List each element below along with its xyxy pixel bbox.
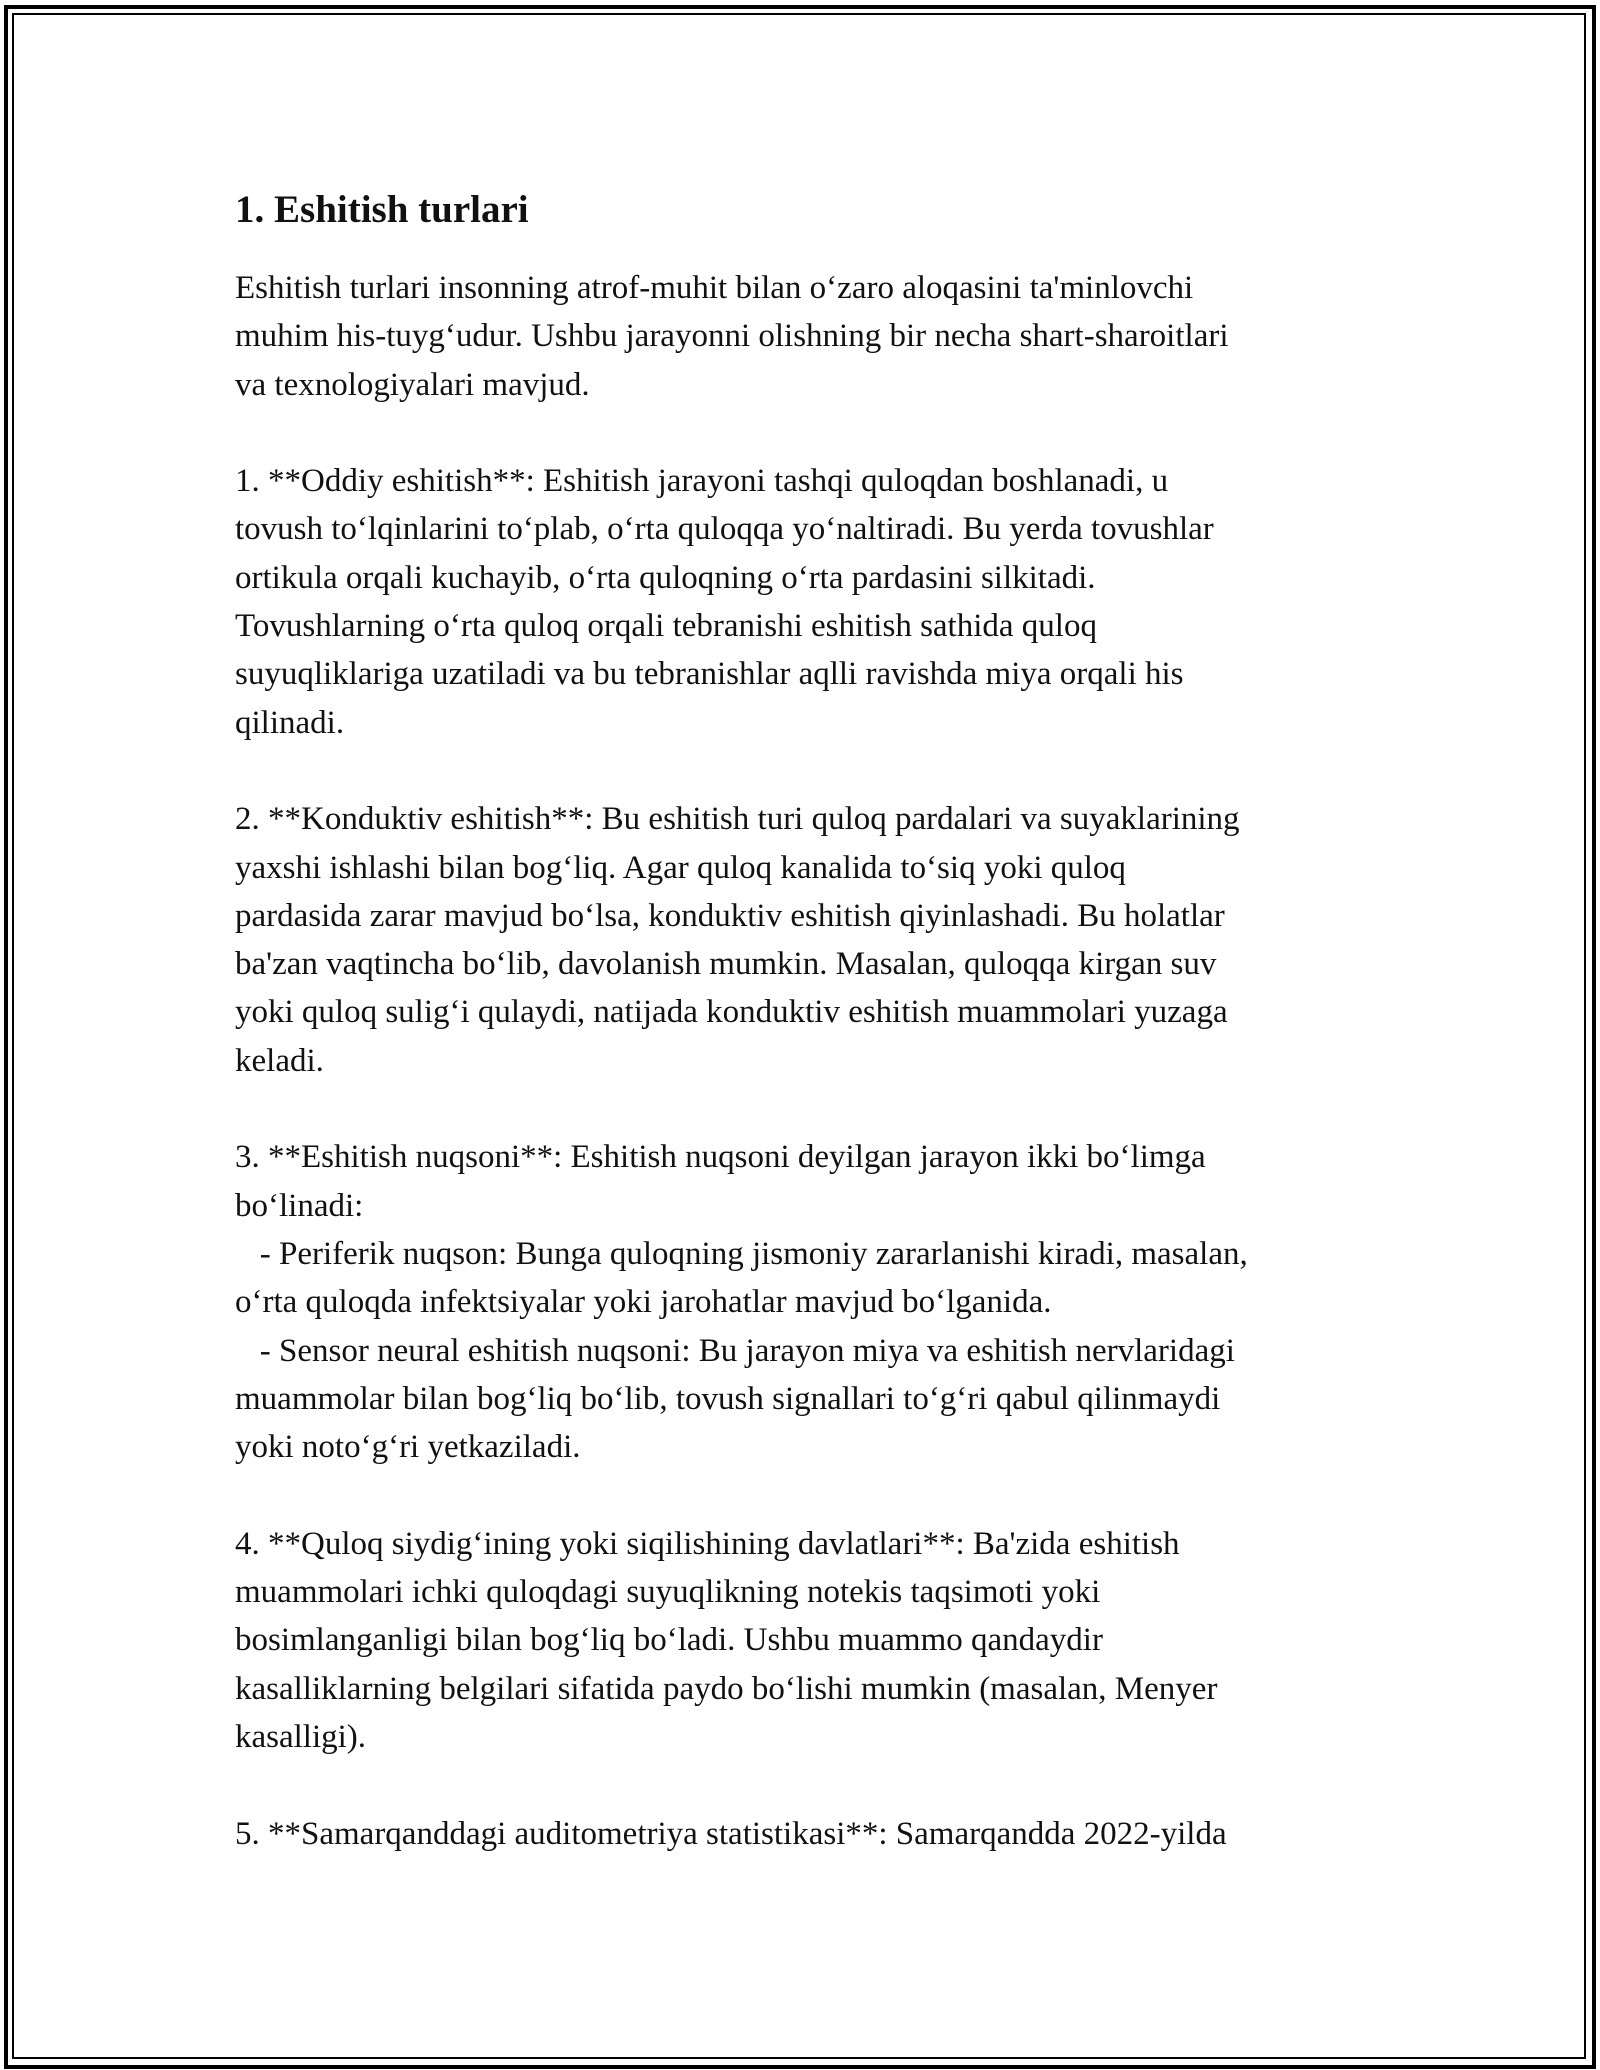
list-item-2: 2. **Konduktiv eshitish**: Bu eshitish turi quloq pardalari va suyaklarining yaxshi ishlashi bilan bog‘liq. Agar quloq kanalida to‘siq yoki quloq pardasida zarar mavjud bo‘lsa, konduktiv eshitish qiyinlashadi. Bu holatlar ba'zan vaqtincha bo‘lib, davolanish mumkin. Masalan, quloqqa kirgan suv yoki quloq sulig‘i qulaydi, natijada konduktiv eshitish muammolari yuzaga keladi. <box>235 801 1240 1079</box>
intro-paragraph: Eshitish turlari insonning atrof-muhit bilan o‘zaro aloqasini ta'minlovchi muhim his-tuyg‘udur. Ushbu jarayonni olishning bir necha shart-sharoitlari va texnologiyalari mavjud. <box>235 270 1229 403</box>
paragraph-gap <box>235 1471 1395 1519</box>
list-item-3: 3. **Eshitish nuqsoni**: Eshitish nuqsoni deyilgan jarayon ikki bo‘limga bo‘linadi: - Periferik nuqson: Bunga quloqning jismoniy zararlanishi kiradi, masalan, o‘rta quloqda infektsiyalar yoki jarohatlar mavjud bo‘lganida. - Sensor neural eshitish nuqsoni: Bu jarayon miya va eshitish nervlaridagi muammolar bilan bog‘liq bo‘lib, tovush signallari to‘g‘ri qabul qilinmaydi yoki noto‘g‘ri yetkaziladi. <box>235 1139 1248 1466</box>
paragraph-gap <box>235 747 1395 795</box>
document-body <box>235 186 1395 1858</box>
paragraph-gap <box>235 1085 1395 1133</box>
section-heading: 1. Eshitish turlari <box>235 188 529 231</box>
list-item-5: 5. **Samarqanddagi auditometriya statistikasi**: Samarqandda 2022-yilda <box>235 1815 1227 1852</box>
list-item-4: 4. **Quloq siydig‘ining yoki siqilishining davlatlari**: Ba'zida eshitish muammolari ichki quloqdagi suyuqlikning notekis taqsimoti yoki bosimlanganligi bilan bog‘liq bo‘ladi. Ushbu muammo qandaydir kasalliklarning belgilari sifatida paydo bo‘lishi mumkin (masalan, Menyer kasalligi). <box>235 1525 1218 1755</box>
paragraph-gap <box>235 409 1395 457</box>
paragraph-gap <box>235 1761 1395 1809</box>
list-item-1: 1. **Oddiy eshitish**: Eshitish jarayoni tashqi quloqdan boshlanadi, u tovush to‘lqinlarini to‘plab, o‘rta quloqqa yo‘naltiradi. Bu yerda tovushlar ortikula orqali kuchayib, o‘rta quloqning o‘rta pardasini silkitadi. Tovushlarning o‘rta quloq orqali tebranishi eshitish sathida quloq suyuqliklariga uzatiladi va bu tebranishlar aqlli ravishda miya orqali his qilinadi. <box>235 463 1214 741</box>
